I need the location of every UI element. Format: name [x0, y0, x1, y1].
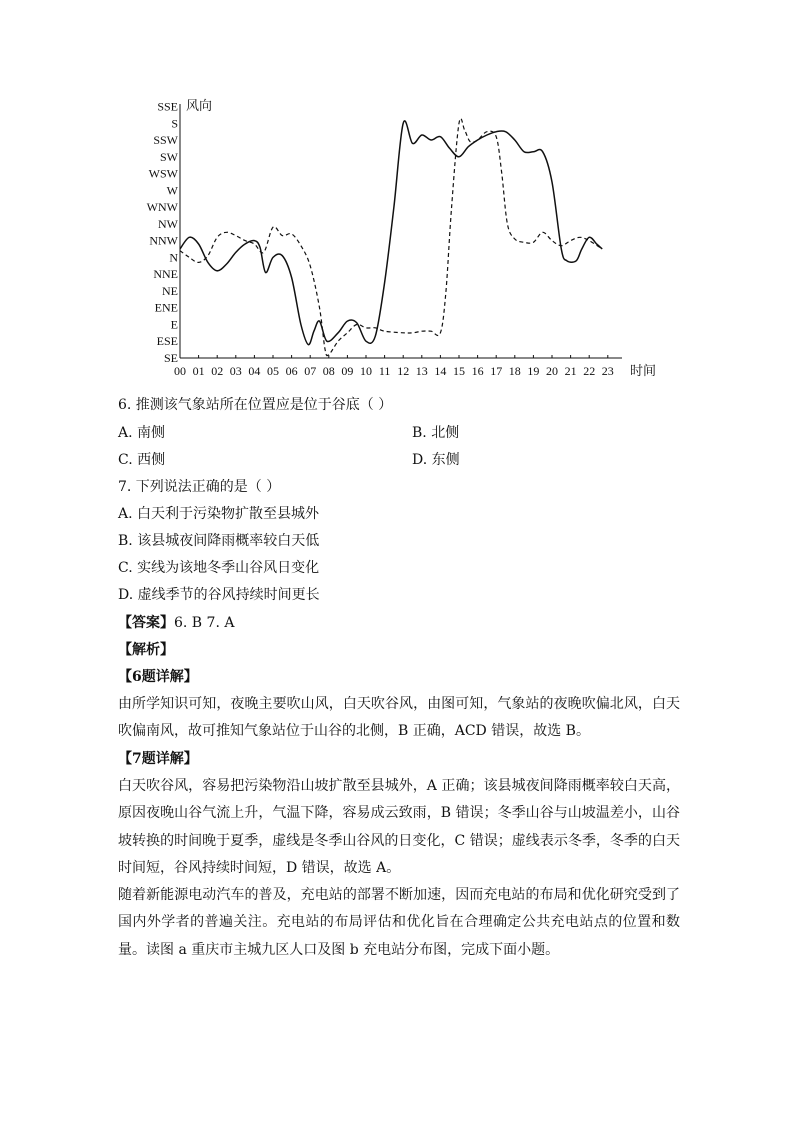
- y-tick-label: WNW: [146, 200, 178, 215]
- intro-paragraph: 随着新能源电动汽车的普及，充电站的部署不断加速，因而充电站的布局和优化研究受到了国内外学者的普遍关注。充电站的布局评估和优化旨在合理确定公共充电站点的位置和数量。读图 a 重庆市主城九区人口及图 b 充电站分布图，完成下面小题。: [118, 887, 680, 958]
- x-tick-label: 09: [341, 364, 354, 378]
- x-tick-label: 06: [285, 364, 298, 378]
- x-tick-label: 23: [601, 364, 614, 378]
- x-tick-label: 08: [322, 364, 335, 378]
- x-tick-label: 16: [471, 364, 484, 378]
- q6-option-d: D. 东侧: [412, 452, 460, 468]
- q7-detail-text: 白天吹谷风，容易把污染物沿山坡扩散至县城外，A 正确；该县城夜间降雨概率较白天高，原因夜晚山谷气流上升，气温下降，容易成云致雨，B 错误；冬季山谷与山坡温差小，山谷坡转换的时间晚于夏季，虚线是冬季山谷风的日变化，C 错误；虚线表示冬季，冬季的白天时间短，谷风持续时间短，D 错误，故选 A。: [118, 778, 680, 877]
- q7-stem: 7. 下列说法正确的是（ ）: [118, 479, 281, 495]
- x-tick-label: 18: [508, 364, 521, 378]
- q6-detail-label: 【6题详解】: [118, 669, 198, 685]
- answer-line: [118, 613, 234, 633]
- x-tick-label: 20: [546, 364, 558, 378]
- x-tick-label: 05: [267, 364, 279, 378]
- x-tick-label: 00: [174, 364, 186, 378]
- y-tick-label: ENE: [154, 300, 178, 315]
- series-solid-line: [180, 121, 602, 345]
- x-tick-label: 21: [564, 364, 577, 378]
- y-tick-label: ESE: [156, 334, 178, 349]
- y-tick-label: W: [166, 183, 178, 198]
- y-tick-label: NNW: [149, 233, 178, 248]
- q6-option-c: C. 西侧: [118, 452, 166, 468]
- q7-option-d: D. 虚线季节的谷风持续时间更长: [118, 587, 320, 603]
- y-tick-label: SSE: [157, 99, 178, 114]
- y-tick-label: SE: [163, 351, 178, 365]
- y-tick-label: E: [170, 317, 178, 332]
- y-tick-label: WSW: [148, 166, 178, 181]
- q7-detail-label: 【7题详解】: [118, 751, 198, 767]
- x-tick-label: 12: [397, 364, 410, 378]
- y-axis-title: 风向: [186, 98, 213, 113]
- wind-direction-chart: [140, 92, 660, 384]
- x-axis-tick-labels: [174, 364, 614, 378]
- q6-option-a: A. 南侧: [118, 425, 166, 441]
- x-tick-label: 17: [490, 364, 503, 378]
- y-tick-label: NE: [162, 283, 178, 298]
- y-tick-label: NNE: [153, 267, 178, 282]
- y-axis-tick-labels: [147, 100, 179, 366]
- q6-detail-text: 由所学知识可知，夜晚主要吹山风，白天吹谷风，由图可知，气象站的夜晚吹偏北风，白天吹偏南风，故可推知气象站位于山谷的北侧，B 正确，ACD 错误，故选 B。: [118, 696, 680, 740]
- q7-option-c: C. 实线为该地冬季山谷风日变化: [118, 560, 320, 576]
- y-tick-label: S: [171, 116, 178, 131]
- x-tick-label: 04: [248, 364, 261, 378]
- x-tick-label: 02: [211, 364, 224, 378]
- q6-stem: 6. 推测该气象站所在位置应是位于谷底（ ）: [118, 397, 393, 413]
- analysis-label: 【解析】: [118, 642, 174, 658]
- y-tick-label: SSW: [153, 133, 178, 148]
- x-tick-label: 03: [229, 364, 242, 378]
- q7-option-b: B. 该县城夜间降雨概率较白天低: [118, 533, 320, 549]
- y-tick-label: N: [169, 250, 178, 265]
- q6-option-b: B. 北侧: [412, 425, 460, 441]
- y-tick-label: SW: [160, 149, 178, 164]
- q7-option-a: A. 白天利于污染物扩散至县城外: [118, 506, 320, 522]
- x-tick-label: 13: [415, 364, 428, 378]
- x-tick-label: 07: [304, 364, 317, 378]
- x-tick-label: 15: [453, 364, 465, 378]
- x-axis-title: 时间: [630, 363, 657, 378]
- x-tick-label: 01: [192, 364, 205, 378]
- x-tick-label: 10: [360, 364, 372, 378]
- answer-label: 【答案】: [118, 615, 174, 631]
- x-tick-label: 19: [527, 364, 540, 378]
- x-tick-label: 22: [583, 364, 596, 378]
- answer-text: 6. B 7. A: [174, 615, 235, 631]
- x-tick-label: 11: [378, 364, 391, 378]
- x-tick-label: 14: [434, 364, 447, 378]
- y-tick-label: NW: [158, 216, 178, 231]
